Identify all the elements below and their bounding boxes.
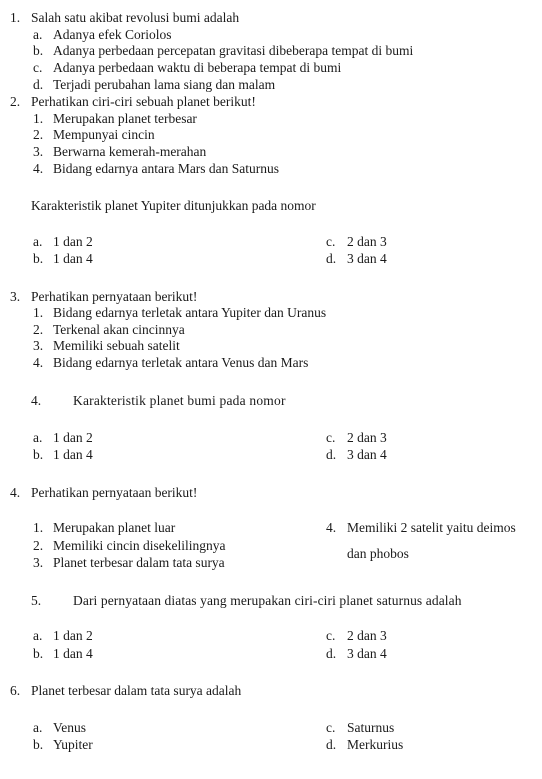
q2-option-c-letter[interactable]: c.: [326, 234, 336, 249]
q2-option-a-text[interactable]: 1 dan 2: [53, 234, 93, 249]
q4b-item-1-num: 1.: [33, 520, 44, 535]
q2-option-b-letter[interactable]: b.: [33, 251, 44, 266]
q6-option-c-letter[interactable]: c.: [326, 720, 336, 735]
q5-option-d-text[interactable]: 3 dan 4: [347, 646, 387, 661]
q3-item-4-num: 4.: [33, 355, 44, 370]
q3-item-2-num: 2.: [33, 322, 44, 337]
q2-option-c-text[interactable]: 2 dan 3: [347, 234, 387, 249]
q1-option-d-text[interactable]: Terjadi perubahan lama siang dan malam: [53, 77, 276, 92]
q4-option-c-letter[interactable]: c.: [326, 430, 336, 445]
q4b-item-2-text: Memiliki cincin disekelilingnya: [53, 538, 226, 553]
q6-option-b-letter[interactable]: b.: [33, 737, 44, 752]
q6-option-a-text[interactable]: Venus: [53, 720, 86, 735]
q4b-item-1-text: Merupakan planet luar: [53, 520, 176, 535]
question-6-text: Planet terbesar dalam tata surya adalah: [31, 683, 242, 698]
q4-option-b-letter[interactable]: b.: [33, 447, 44, 462]
q1-option-c-letter[interactable]: c.: [33, 60, 43, 75]
q2-item-3-text: Berwarna kemerah-merahan: [53, 144, 207, 159]
q3-item-1-text: Bidang edarnya terletak antara Yupiter dan Uranus: [53, 305, 327, 320]
q4b-item-4-text: Memiliki 2 satelit yaitu deimos: [347, 520, 516, 535]
q4-option-d-text[interactable]: 3 dan 4: [347, 447, 387, 462]
q6-option-d-text[interactable]: Merkurius: [347, 737, 404, 752]
question-5-text: Dari pernyataan diatas yang merupakan ciri-ciri planet saturnus adalah: [73, 593, 462, 608]
q1-option-a-text[interactable]: Adanya efek Coriolos: [53, 27, 172, 42]
q2-item-4-num: 4.: [33, 161, 44, 176]
q3-item-3-text: Memiliki sebuah satelit: [53, 338, 180, 353]
q5-option-d-letter[interactable]: d.: [326, 646, 337, 661]
q4b-item-3-text: Planet terbesar dalam tata surya: [53, 555, 225, 570]
question-1-text: Salah satu akibat revolusi bumi adalah: [31, 10, 240, 25]
q4b-item-4-num: 4.: [326, 520, 337, 535]
q5-option-c-text[interactable]: 2 dan 3: [347, 628, 387, 643]
q4b-item-3-num: 3.: [33, 555, 44, 570]
q5-option-a-text[interactable]: 1 dan 2: [53, 628, 93, 643]
q2-item-2-text: Mempunyai cincin: [53, 127, 155, 142]
question-4-number: 4.: [31, 393, 42, 408]
q5-option-b-letter[interactable]: b.: [33, 646, 44, 661]
question-2-number: 2.: [10, 94, 21, 109]
q4-option-d-letter[interactable]: d.: [326, 447, 337, 462]
q2-option-b-text[interactable]: 1 dan 4: [53, 251, 93, 266]
q3-item-1-num: 1.: [33, 305, 44, 320]
q3-item-4-text: Bidang edarnya terletak antara Venus dan Mars: [53, 355, 309, 370]
q5-option-a-letter[interactable]: a.: [33, 628, 43, 643]
question-4-text: Karakteristik planet bumi pada nomor: [73, 393, 286, 408]
q2-option-a-letter[interactable]: a.: [33, 234, 43, 249]
q2-item-3-num: 3.: [33, 144, 44, 159]
question-2-text: Perhatikan ciri-ciri sebuah planet berikut!: [31, 94, 256, 109]
question-4b-text: Perhatikan pernyataan berikut!: [31, 485, 198, 500]
q5-option-c-letter[interactable]: c.: [326, 628, 336, 643]
q2-prompt: Karakteristik planet Yupiter ditunjukkan pada nomor: [31, 198, 316, 213]
q1-option-d-letter[interactable]: d.: [33, 77, 44, 92]
question-6-number: 6.: [10, 683, 21, 698]
q6-option-a-letter[interactable]: a.: [33, 720, 43, 735]
question-5-number: 5.: [31, 593, 42, 608]
q4-option-a-letter[interactable]: a.: [33, 430, 43, 445]
question-1-number: 1.: [10, 10, 21, 25]
q2-item-2-num: 2.: [33, 127, 44, 142]
q4-option-b-text[interactable]: 1 dan 4: [53, 447, 93, 462]
q4-option-c-text[interactable]: 2 dan 3: [347, 430, 387, 445]
q4b-item-4-continuation: dan phobos: [347, 546, 409, 561]
q3-item-2-text: Terkenal akan cincinnya: [53, 322, 185, 337]
q4b-item-2-num: 2.: [33, 538, 44, 553]
q6-option-b-text[interactable]: Yupiter: [53, 737, 93, 752]
q2-option-d-text[interactable]: 3 dan 4: [347, 251, 387, 266]
q1-option-b-letter[interactable]: b.: [33, 43, 44, 58]
question-4b-number: 4.: [10, 485, 21, 500]
q1-option-c-text[interactable]: Adanya perbedaan waktu di beberapa tempat di bumi: [53, 60, 342, 75]
question-3-text: Perhatikan pernyataan berikut!: [31, 289, 198, 304]
q1-option-b-text[interactable]: Adanya perbedaan percepatan gravitasi dibeberapa tempat di bumi: [53, 43, 414, 58]
question-3-number: 3.: [10, 289, 21, 304]
q6-option-d-letter[interactable]: d.: [326, 737, 337, 752]
q2-item-4-text: Bidang edarnya antara Mars dan Saturnus: [53, 161, 280, 176]
q2-item-1-num: 1.: [33, 111, 44, 126]
q5-option-b-text[interactable]: 1 dan 4: [53, 646, 93, 661]
q4-option-a-text[interactable]: 1 dan 2: [53, 430, 93, 445]
q6-option-c-text[interactable]: Saturnus: [347, 720, 395, 735]
q2-option-d-letter[interactable]: d.: [326, 251, 337, 266]
q3-item-3-num: 3.: [33, 338, 44, 353]
q2-item-1-text: Merupakan planet terbesar: [53, 111, 197, 126]
q1-option-a-letter[interactable]: a.: [33, 27, 43, 42]
